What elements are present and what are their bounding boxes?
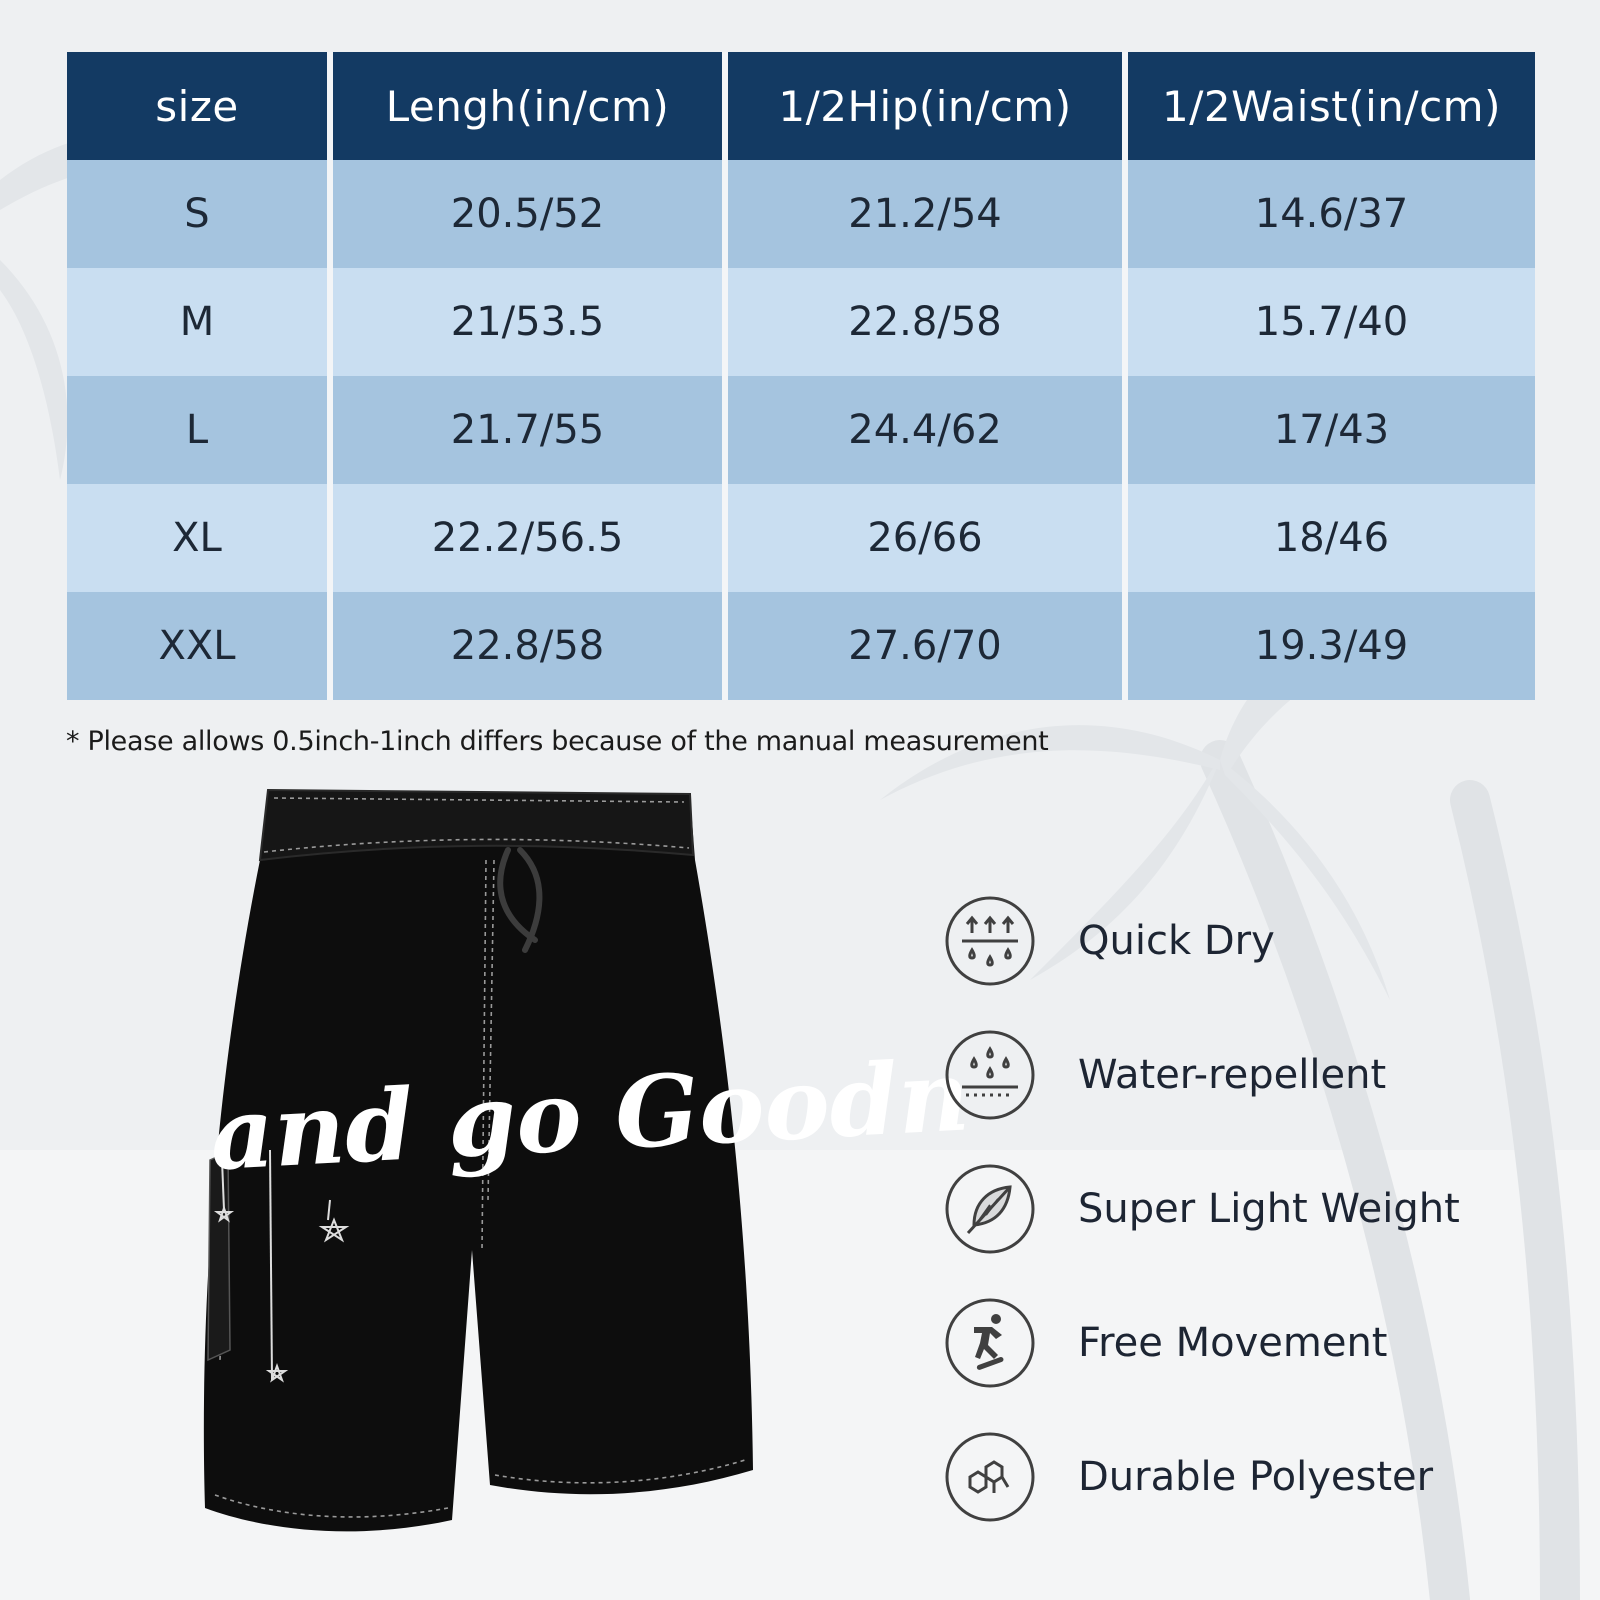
measurement-note: * Please allows 0.5inch-1inch differs because of the manual measurement: [66, 726, 1049, 757]
feature-item-durable-polyester: [944, 1410, 1564, 1544]
cell-length: 22.8/58: [327, 592, 722, 700]
cell-waist: 15.7/40: [1122, 268, 1535, 376]
cell-waist: 19.3/49: [1122, 592, 1535, 700]
water-repellent-icon: [944, 1029, 1036, 1121]
table-header-row: [67, 52, 1535, 160]
feature-item-free-movement: [944, 1276, 1564, 1410]
cell-length: 21.7/55: [327, 376, 722, 484]
polyester-molecule-icon: [944, 1431, 1036, 1523]
header-half-hip: 1/2Hip(in/cm): [722, 52, 1122, 160]
skateboarder-icon: [944, 1297, 1036, 1389]
feather-icon: [944, 1163, 1036, 1255]
cell-hip: 21.2/54: [722, 160, 1122, 268]
cell-size: XL: [67, 484, 327, 592]
shorts-print-text: and go Goodn: [207, 1038, 973, 1194]
feature-item-quick-dry: [944, 874, 1564, 1008]
cell-size: S: [67, 160, 327, 268]
header-half-waist: 1/2Waist(in/cm): [1122, 52, 1535, 160]
cell-waist: 17/43: [1122, 376, 1535, 484]
feature-item-super-light-weight: [944, 1142, 1564, 1276]
cell-length: 20.5/52: [327, 160, 722, 268]
cell-waist: 18/46: [1122, 484, 1535, 592]
table-row: [67, 592, 1535, 700]
header-size: size: [67, 52, 327, 160]
cell-hip: 22.8/58: [722, 268, 1122, 376]
header-length: Lengh(in/cm): [327, 52, 722, 160]
cell-waist: 14.6/37: [1122, 160, 1535, 268]
feature-label: Water-repellent: [1078, 1052, 1387, 1098]
cell-hip: 27.6/70: [722, 592, 1122, 700]
feature-item-water-repellent: [944, 1008, 1564, 1142]
feature-list: [944, 874, 1564, 1544]
size-chart-table: [67, 52, 1535, 700]
cell-hip: 26/66: [722, 484, 1122, 592]
cell-size: M: [67, 268, 327, 376]
shorts-product-image: [190, 780, 973, 1580]
quick-dry-icon: [944, 895, 1036, 987]
cell-length: 21/53.5: [327, 268, 722, 376]
table-row: [67, 268, 1535, 376]
cell-size: XXL: [67, 592, 327, 700]
table-row: [67, 160, 1535, 268]
table-row: [67, 376, 1535, 484]
cell-hip: 24.4/62: [722, 376, 1122, 484]
feature-label: Quick Dry: [1078, 918, 1275, 964]
feature-label: Super Light Weight: [1078, 1186, 1460, 1232]
cell-length: 22.2/56.5: [327, 484, 722, 592]
feature-label: Durable Polyester: [1078, 1454, 1434, 1500]
table-row: [67, 484, 1535, 592]
cell-size: L: [67, 376, 327, 484]
feature-label: Free Movement: [1078, 1320, 1388, 1366]
